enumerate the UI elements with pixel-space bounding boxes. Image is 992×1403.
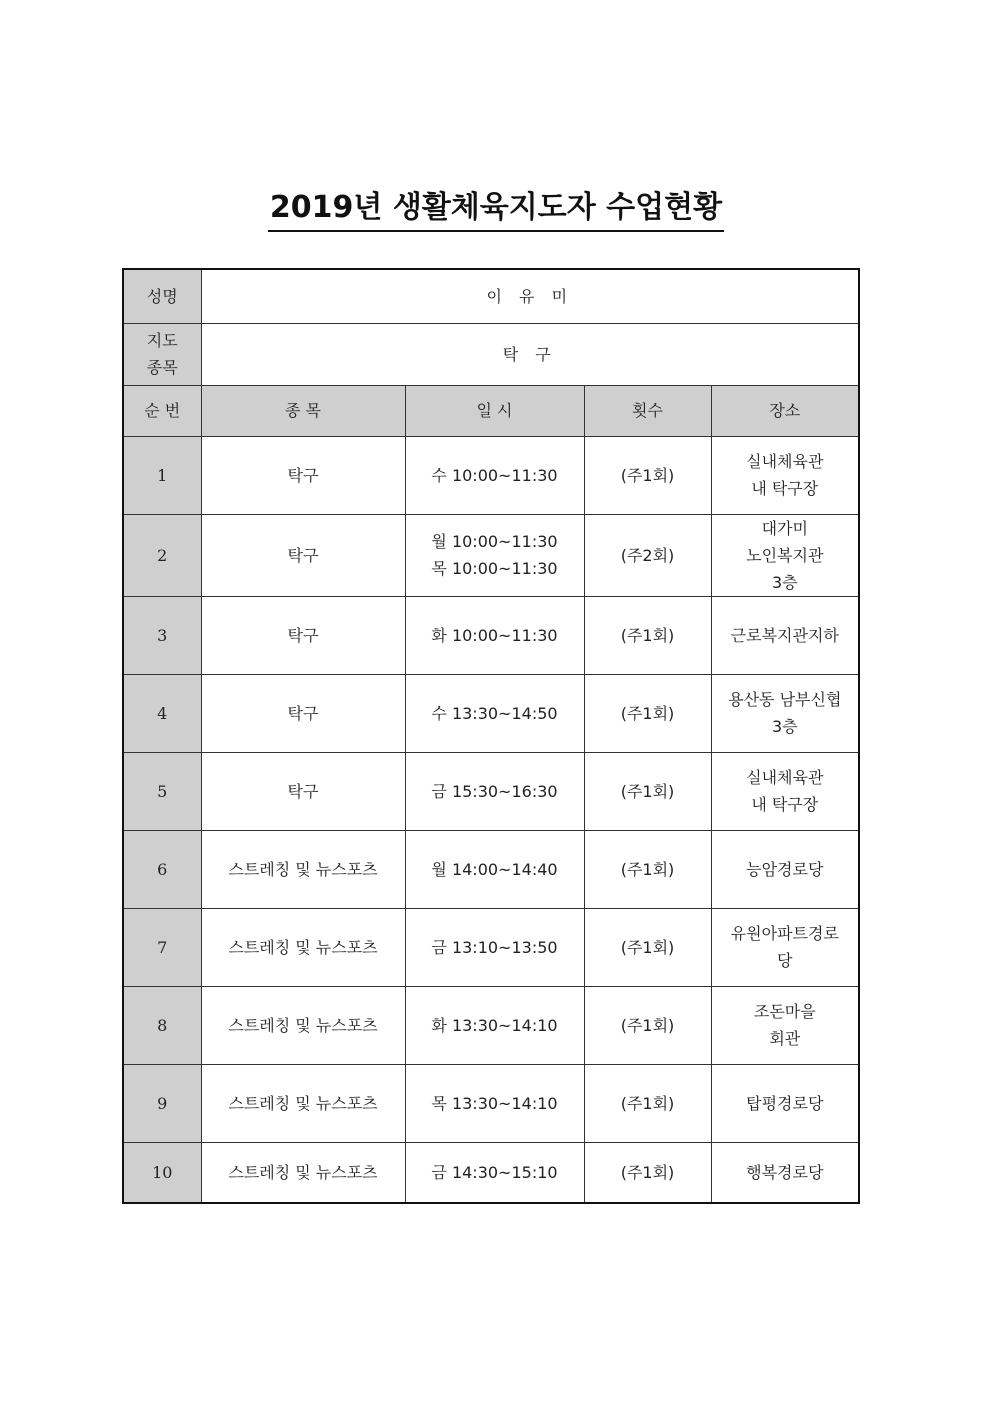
page-title: 2019년 생활체육지도자 수업현황 (268, 188, 724, 232)
row-frequency: (주1회) (584, 752, 711, 830)
row-sport: 탁구 (201, 752, 405, 830)
row-number: 2 (123, 514, 201, 596)
schedule-table (122, 268, 860, 1204)
row-place: 대가미 노인복지관 3층 (711, 514, 859, 596)
row-time: 금 15:30~16:30 (405, 752, 584, 830)
row-number: 4 (123, 674, 201, 752)
sport-row (123, 323, 859, 385)
row-number: 6 (123, 830, 201, 908)
table-row (123, 986, 859, 1064)
row-time: 수 10:00~11:30 (405, 436, 584, 514)
header-time: 일 시 (405, 385, 584, 436)
row-place: 유원아파트경로 당 (711, 908, 859, 986)
sport-value: 탁 구 (201, 323, 859, 385)
page-title-wrap (0, 188, 992, 232)
header-freq: 횟수 (584, 385, 711, 436)
row-frequency: (주1회) (584, 674, 711, 752)
header-place: 장소 (711, 385, 859, 436)
sport-label: 지도 종목 (123, 323, 201, 385)
row-time: 수 13:30~14:50 (405, 674, 584, 752)
header-no: 순 번 (123, 385, 201, 436)
row-number: 5 (123, 752, 201, 830)
name-label: 성명 (123, 269, 201, 323)
row-place: 조돈마을 회관 (711, 986, 859, 1064)
row-sport: 탁구 (201, 674, 405, 752)
row-frequency: (주1회) (584, 908, 711, 986)
table-row (123, 1142, 859, 1203)
row-frequency: (주1회) (584, 596, 711, 674)
table-row (123, 1064, 859, 1142)
table-row (123, 752, 859, 830)
row-time: 월 14:00~14:40 (405, 830, 584, 908)
row-sport: 스트레칭 및 뉴스포츠 (201, 908, 405, 986)
row-number: 7 (123, 908, 201, 986)
row-number: 1 (123, 436, 201, 514)
row-sport: 스트레칭 및 뉴스포츠 (201, 1142, 405, 1203)
row-place: 실내체육관 내 탁구장 (711, 752, 859, 830)
row-number: 10 (123, 1142, 201, 1203)
row-frequency: (주1회) (584, 436, 711, 514)
table-row (123, 674, 859, 752)
row-number: 3 (123, 596, 201, 674)
row-sport: 스트레칭 및 뉴스포츠 (201, 1064, 405, 1142)
header-sport: 종 목 (201, 385, 405, 436)
row-sport: 탁구 (201, 596, 405, 674)
table-row (123, 908, 859, 986)
row-sport: 탁구 (201, 514, 405, 596)
row-time: 화 13:30~14:10 (405, 986, 584, 1064)
row-time: 월 10:00~11:30 목 10:00~11:30 (405, 514, 584, 596)
row-sport: 스트레칭 및 뉴스포츠 (201, 986, 405, 1064)
row-time: 금 14:30~15:10 (405, 1142, 584, 1203)
table-row (123, 514, 859, 596)
table-row (123, 830, 859, 908)
row-frequency: (주1회) (584, 830, 711, 908)
row-time: 금 13:10~13:50 (405, 908, 584, 986)
table-row (123, 436, 859, 514)
table-row (123, 596, 859, 674)
row-time: 목 13:30~14:10 (405, 1064, 584, 1142)
row-place: 행복경로당 (711, 1142, 859, 1203)
row-time: 화 10:00~11:30 (405, 596, 584, 674)
row-frequency: (주1회) (584, 986, 711, 1064)
row-number: 9 (123, 1064, 201, 1142)
row-frequency: (주2회) (584, 514, 711, 596)
row-place: 근로복지관지하 (711, 596, 859, 674)
row-place: 탑평경로당 (711, 1064, 859, 1142)
row-sport: 탁구 (201, 436, 405, 514)
row-place: 실내체육관 내 탁구장 (711, 436, 859, 514)
name-value: 이 유 미 (201, 269, 859, 323)
row-sport: 스트레칭 및 뉴스포츠 (201, 830, 405, 908)
row-number: 8 (123, 986, 201, 1064)
row-frequency: (주1회) (584, 1064, 711, 1142)
row-place: 용산동 남부신협 3층 (711, 674, 859, 752)
header-row (123, 385, 859, 436)
row-place: 능암경로당 (711, 830, 859, 908)
row-frequency: (주1회) (584, 1142, 711, 1203)
name-row (123, 269, 859, 323)
